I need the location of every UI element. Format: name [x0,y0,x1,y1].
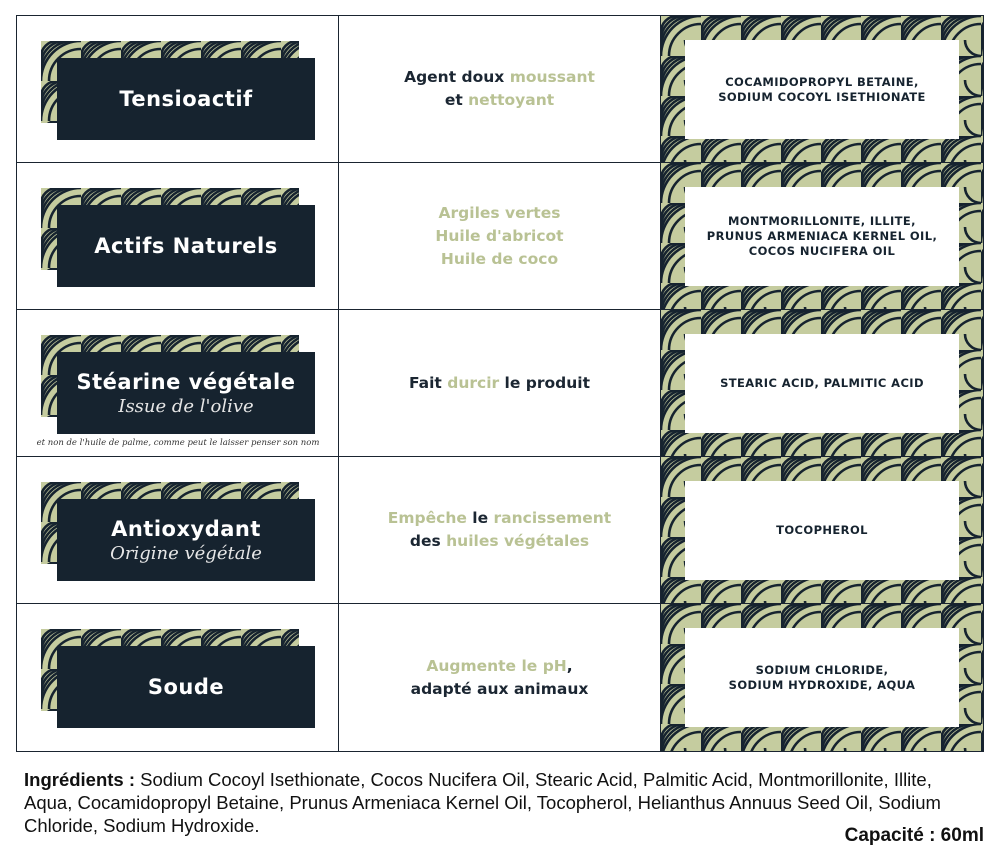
description-segment: , [566,656,573,675]
inci-box [685,40,959,139]
description-segment: Fait [408,373,448,392]
category-cell [17,16,339,162]
description-segment: et [444,91,469,109]
description-highlight: Huile de coco [440,249,559,268]
table-row [17,16,983,163]
category-cell [17,163,339,309]
category-subtitle: Issue de l'olive [118,395,254,417]
table-row [17,163,983,310]
inci-cell [661,16,983,162]
description-highlight: rancissement [493,509,612,527]
inci-line: SODIUM CHLORIDE, [755,662,889,677]
category-label [57,58,315,140]
inci-line: COCOS NUCIFERA OIL [748,244,896,258]
description-text [388,507,611,553]
inci-line: COCAMIDOPROPYL BETAINE, [725,74,919,89]
ingredient-table [16,15,984,752]
category-title: Soude [147,675,225,699]
inci-line: STEARIC ACID, PALMITIC ACID [720,376,924,390]
description-highlight: durcir [447,373,500,392]
table-row [17,457,983,604]
description-segment: Agent doux [404,68,510,86]
description-highlight: Augmente le pH [426,656,567,675]
capacity-label: Capacité : 60ml [844,825,984,846]
inci-box [685,334,959,433]
description-text [435,202,563,271]
category-label [57,499,315,581]
ingredients-text: Sodium Cocoyl Isethionate, Cocos Nucifera Oil, Stearic Acid, Palmitic Acid, Montmorillonite, Illite, Aqua, Cocamidopropyl Betaine, Prunus Armeniaca Kernel Oil, Tocopherol, Helianthus Annuus Seed Oil, Sodium Chloride, Sodium Hydroxide. [24,769,941,836]
inci-box [685,187,959,286]
category-label [57,352,315,434]
inci-line: TOCOPHEROL [776,523,868,537]
description-segment: adapté aux animaux [410,679,589,698]
inci-cell [661,604,983,751]
table-row [17,604,983,751]
category-cell [17,604,339,751]
category-footnote: et non de l'huile de palme, comme peut le laisser penser son nom [36,438,320,448]
inci-box [685,481,959,580]
description-text [404,66,595,112]
inci-line: PRUNUS ARMENIACA KERNEL OIL, [706,229,938,243]
inci-line: MONTMORILLONITE, ILLITE, [728,214,916,228]
description-highlight: Argiles vertes [438,203,561,222]
inci-text [776,523,868,538]
description-text [409,372,590,395]
inci-text [718,75,926,105]
description-highlight: nettoyant [468,91,555,109]
description-segment: le [466,509,494,527]
inci-line: SODIUM HYDROXIDE, AQUA [728,677,916,692]
description-cell [339,310,661,456]
description-highlight: huiles végétales [446,532,590,550]
inci-cell [661,457,983,603]
inci-line: SODIUM COCOYL ISETHIONATE [718,89,926,104]
category-label [57,205,315,287]
inci-text [720,376,924,391]
category-title: Actifs Naturels [94,234,278,258]
inci-text [707,214,937,259]
description-highlight: Empêche [387,509,467,527]
category-label [57,646,315,728]
inci-text [729,663,916,693]
category-cell [17,457,339,603]
description-highlight: moussant [509,68,595,86]
description-segment: des [409,532,447,550]
category-cell [17,310,339,456]
description-highlight: Huile d'abricot [435,226,564,245]
ingredients-label: Ingrédients : [24,769,136,790]
category-title: Stéarine végétale [76,369,296,394]
description-cell [339,163,661,309]
inci-cell [661,310,983,456]
description-segment: le produit [499,373,591,392]
category-subtitle: Origine végétale [110,542,262,564]
description-cell [339,604,661,751]
category-title: Tensioactif [119,87,253,111]
description-cell [339,16,661,162]
ingredients-list [24,768,984,837]
description-text [411,655,589,701]
table-row [17,310,983,457]
category-title: Antioxydant [111,516,261,541]
inci-cell [661,163,983,309]
inci-box [685,628,959,727]
description-cell [339,457,661,603]
